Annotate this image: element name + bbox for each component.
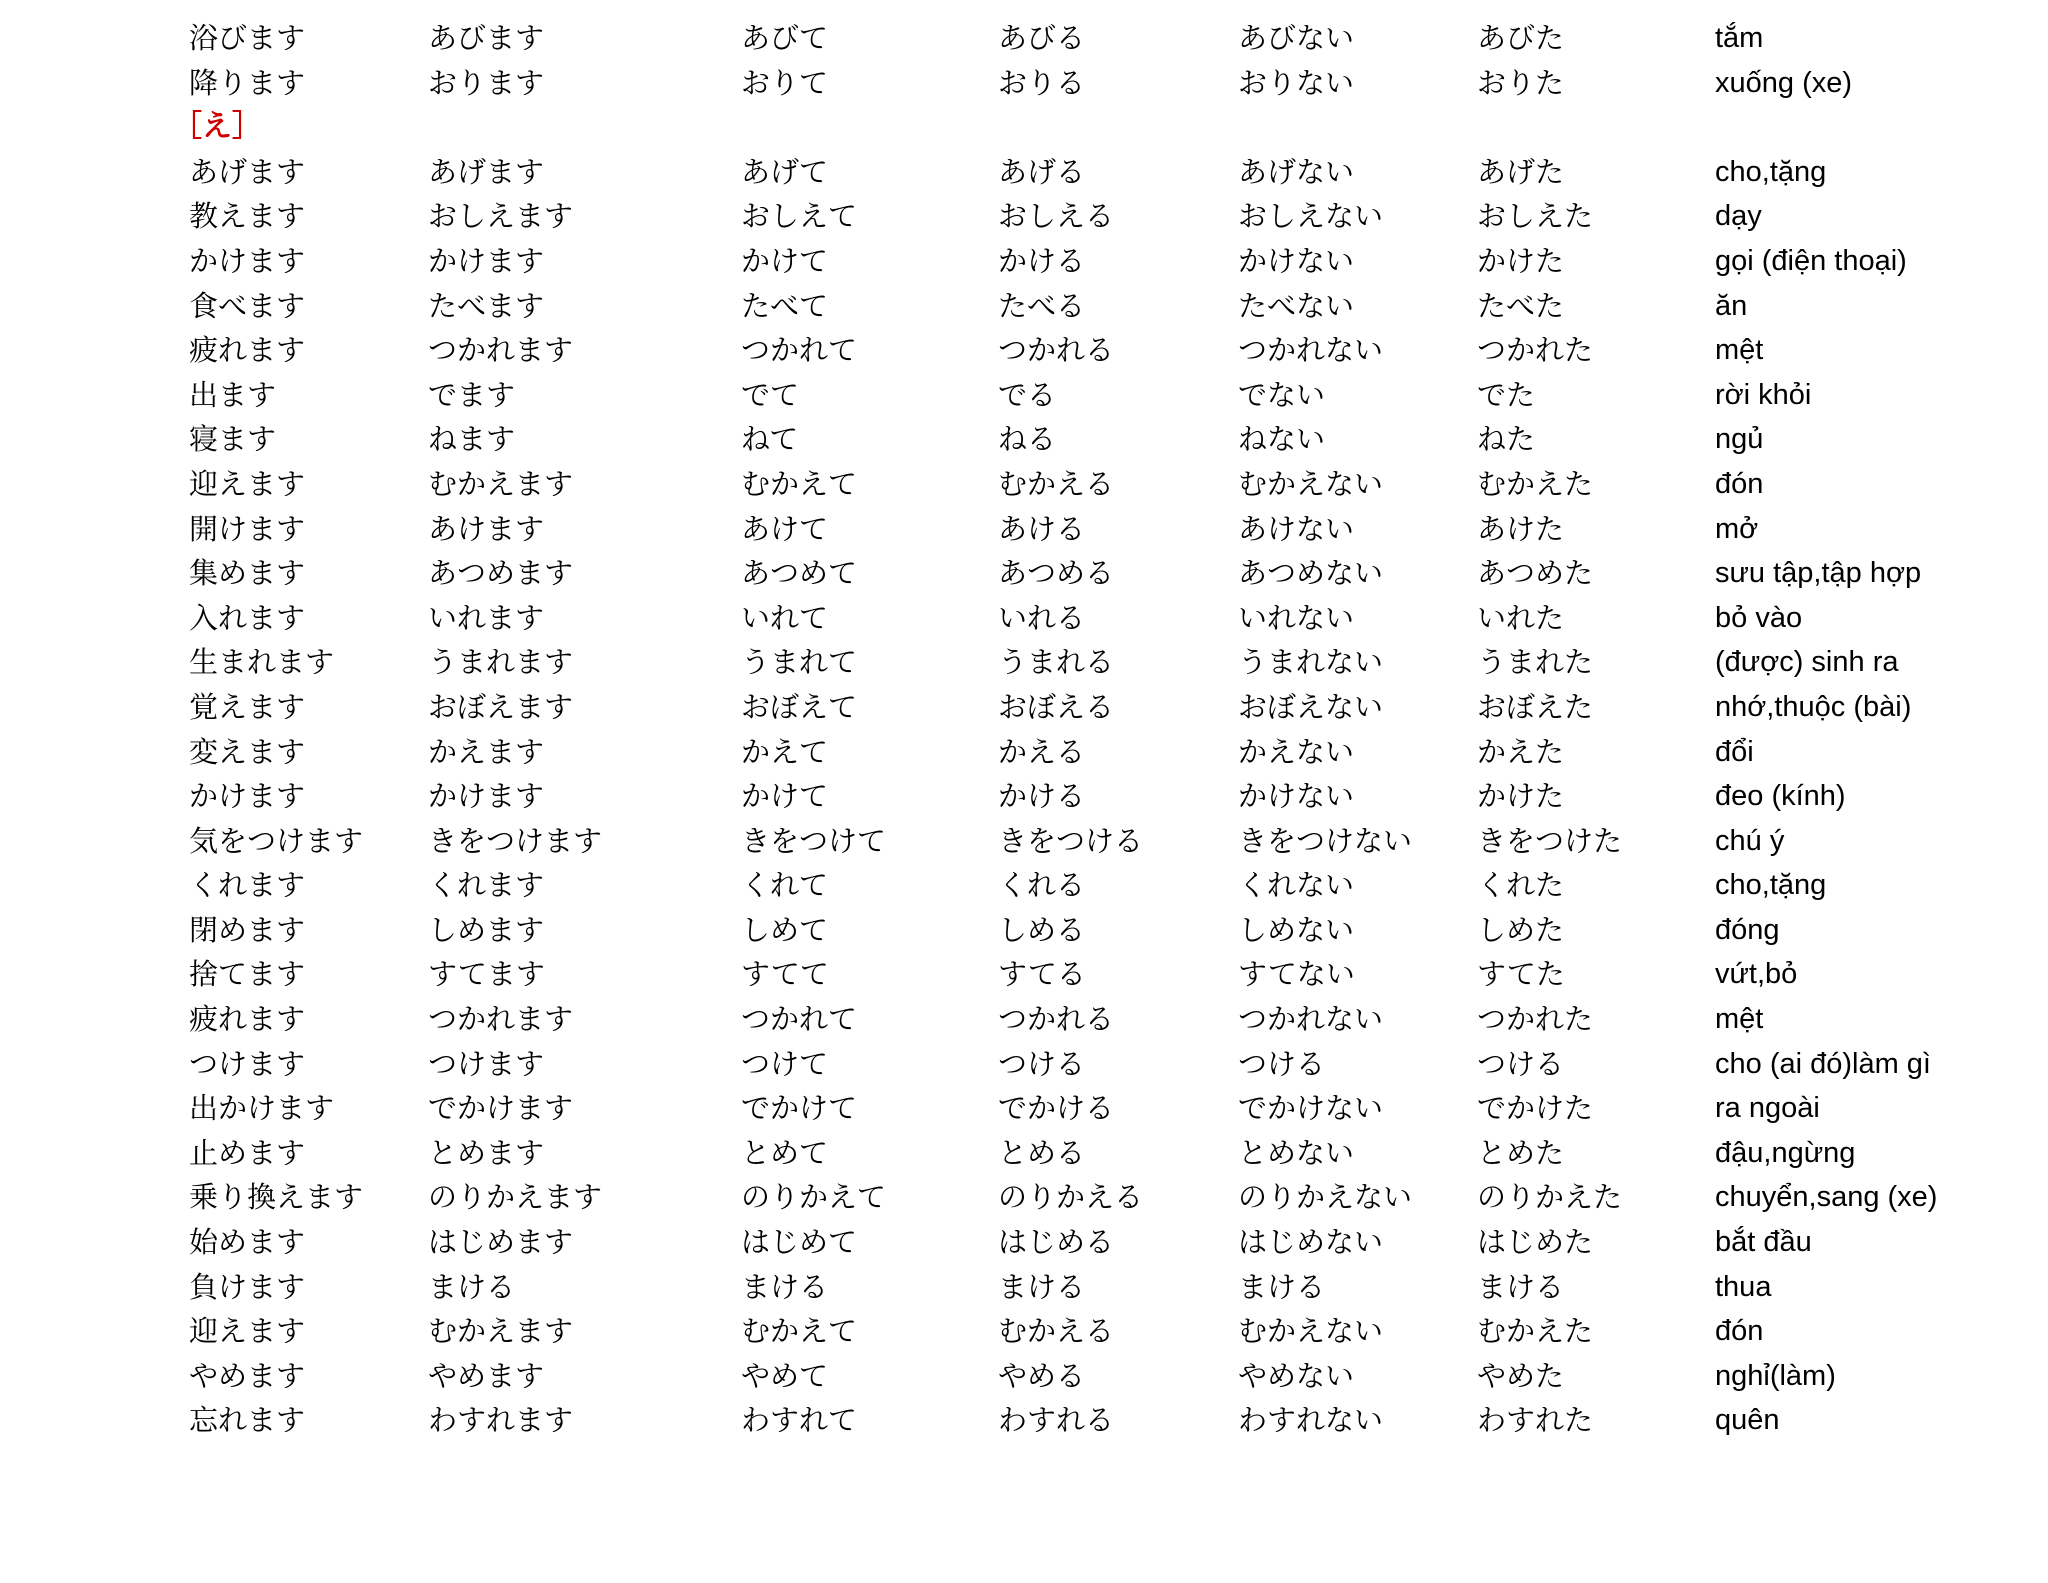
table-row (0, 373, 2048, 418)
nai-form-cell: とめない (1238, 1135, 1355, 1170)
ta-form-cell: まける (1477, 1269, 1565, 1304)
hiragana-masu-form-cell: おしえます (428, 199, 574, 234)
table-row (0, 239, 2048, 284)
nai-form-cell: でない (1238, 377, 1326, 412)
ta-form-cell: むかえた (1477, 466, 1594, 501)
table-row (0, 1309, 2048, 1354)
hiragana-masu-form-cell: やめます (428, 1358, 545, 1393)
ta-form-cell: むかえた (1477, 1314, 1594, 1349)
vietnamese-meaning-cell: cho (ai đó)làm gì (1715, 1047, 1931, 1080)
nai-form-cell: うまれない (1238, 645, 1384, 680)
hiragana-masu-form-cell: のりかえます (428, 1180, 603, 1215)
dictionary-form-cell: ねる (998, 422, 1057, 457)
table-row (0, 1042, 2048, 1087)
te-form-cell: いれて (741, 600, 829, 635)
vietnamese-meaning-cell: cho,tặng (1715, 869, 1827, 902)
te-form-cell: でかけて (741, 1091, 858, 1126)
te-form-cell: あげて (741, 154, 829, 189)
ta-form-cell: つける (1477, 1046, 1565, 1081)
vietnamese-meaning-cell: (được) sinh ra (1715, 646, 1899, 679)
table-row (0, 997, 2048, 1042)
kanji-masu-form-cell: 気をつけます (189, 823, 364, 858)
kanji-masu-form-cell: 負けます (189, 1269, 306, 1304)
te-form-cell: たべて (741, 288, 829, 323)
vietnamese-meaning-cell: mở (1715, 512, 1759, 545)
dictionary-form-cell: すてる (998, 957, 1086, 992)
rows-e-section (0, 150, 2048, 1443)
hiragana-masu-form-cell: とめます (428, 1135, 545, 1170)
nai-form-cell: あつめない (1238, 556, 1384, 591)
dictionary-form-cell: たべる (998, 288, 1086, 323)
vietnamese-meaning-cell: chú ý (1715, 824, 1785, 857)
dictionary-form-cell: きをつける (998, 823, 1144, 858)
nai-form-cell: でかけない (1238, 1091, 1384, 1126)
table-row (0, 685, 2048, 730)
vietnamese-meaning-cell: tắm (1715, 22, 1764, 54)
hiragana-masu-form-cell: あつめます (428, 556, 574, 591)
ta-form-cell: はじめた (1477, 1225, 1594, 1260)
table-row (0, 462, 2048, 507)
kanji-masu-form-cell: やめます (189, 1358, 306, 1393)
ta-form-cell: たべた (1477, 288, 1565, 323)
table-row (0, 863, 2048, 908)
table-row (0, 1398, 2048, 1443)
vietnamese-meaning-cell: gọi (điện thoại) (1715, 244, 1907, 277)
ta-form-cell: わすれた (1477, 1403, 1594, 1438)
ta-form-cell: あびた (1477, 21, 1565, 55)
dictionary-form-cell: いれる (998, 600, 1086, 635)
kanji-masu-form-cell: かけます (189, 243, 306, 278)
kanji-masu-form-cell: 浴びます (189, 21, 306, 55)
ta-form-cell: でた (1477, 377, 1536, 412)
kanji-masu-form-cell: 疲れます (189, 333, 306, 368)
hiragana-masu-form-cell: むかえます (428, 466, 574, 501)
dictionary-form-cell: おしえる (998, 199, 1115, 234)
ta-form-cell: くれた (1477, 868, 1565, 903)
dictionary-form-cell: あつめる (998, 556, 1115, 591)
hiragana-masu-form-cell: つけます (428, 1046, 545, 1081)
kanji-masu-form-cell: 開けます (189, 511, 306, 546)
te-form-cell: わすれて (741, 1403, 858, 1438)
ta-form-cell: ねた (1477, 422, 1536, 457)
te-form-cell: かけて (741, 243, 829, 278)
hiragana-masu-form-cell: あけます (428, 511, 545, 546)
vietnamese-meaning-cell: ăn (1715, 289, 1748, 322)
kanji-masu-form-cell: 始めます (189, 1225, 306, 1260)
vietnamese-meaning-cell: đổi (1715, 735, 1754, 768)
te-form-cell: つけて (741, 1046, 829, 1081)
vietnamese-meaning-cell: sưu tập,tập hợp (1715, 557, 1922, 590)
te-form-cell: でて (741, 377, 800, 412)
dictionary-form-cell: でる (998, 377, 1057, 412)
kanji-masu-form-cell: 食べます (189, 288, 306, 323)
te-form-cell: ねて (741, 422, 799, 457)
te-form-cell: あけて (741, 511, 829, 546)
vietnamese-meaning-cell: ngủ (1715, 423, 1764, 456)
table-row (0, 730, 2048, 775)
hiragana-masu-form-cell: あげます (428, 154, 545, 189)
table-row (0, 774, 2048, 819)
hiragana-masu-form-cell: たべます (428, 288, 545, 323)
kanji-masu-form-cell: 疲れます (189, 1002, 306, 1037)
vietnamese-meaning-cell: đóng (1715, 913, 1780, 946)
table-row (0, 16, 2048, 61)
dictionary-form-cell: おりる (998, 65, 1086, 100)
dictionary-form-cell: つかれる (998, 1002, 1115, 1037)
ta-form-cell: かえた (1477, 734, 1565, 769)
te-form-cell: むかえて (741, 1314, 858, 1349)
nai-form-cell: かけない (1238, 779, 1355, 814)
hiragana-masu-form-cell: でかけます (428, 1091, 574, 1126)
te-form-cell: きをつけて (741, 823, 887, 858)
hiragana-masu-form-cell: つかれます (428, 333, 574, 368)
hiragana-masu-form-cell: しめます (428, 912, 545, 947)
table-row (0, 1086, 2048, 1131)
ta-form-cell: かけた (1477, 779, 1565, 814)
te-form-cell: おぼえて (741, 689, 858, 724)
vietnamese-meaning-cell: nghỉ(làm) (1715, 1359, 1836, 1392)
nai-form-cell: しめない (1238, 912, 1355, 947)
hiragana-masu-form-cell: あびます (428, 21, 545, 55)
vietnamese-meaning-cell: đón (1715, 467, 1764, 500)
vietnamese-meaning-cell: quên (1715, 1404, 1780, 1437)
table-row (0, 284, 2048, 329)
hiragana-masu-form-cell: まける (428, 1269, 516, 1304)
vietnamese-meaning-cell: bắt đầu (1715, 1226, 1812, 1259)
nai-form-cell: かえない (1238, 734, 1355, 769)
te-form-cell: はじめて (741, 1225, 858, 1260)
vietnamese-meaning-cell: bỏ vào (1715, 601, 1803, 634)
nai-form-cell: あびない (1238, 21, 1355, 55)
dictionary-form-cell: くれる (998, 868, 1086, 903)
hiragana-masu-form-cell: でます (428, 377, 516, 412)
kanji-masu-form-cell: くれます (189, 868, 306, 903)
vietnamese-meaning-cell: dạy (1715, 200, 1762, 233)
dictionary-form-cell: まける (998, 1269, 1086, 1304)
nai-form-cell: くれない (1238, 868, 1355, 903)
nai-form-cell: むかえない (1238, 1314, 1384, 1349)
te-form-cell: かえて (741, 734, 829, 769)
table-row (0, 194, 2048, 239)
table-row (0, 819, 2048, 864)
nai-form-cell: おりない (1238, 65, 1355, 100)
nai-form-cell: かけない (1238, 243, 1355, 278)
vietnamese-meaning-cell: xuống (xe) (1715, 66, 1853, 99)
ta-form-cell: しめた (1477, 912, 1565, 947)
te-form-cell: つかれて (741, 333, 858, 368)
table-row (0, 1131, 2048, 1176)
nai-form-cell: はじめない (1238, 1225, 1384, 1260)
dictionary-form-cell: うまれる (998, 645, 1115, 680)
table-row (0, 1265, 2048, 1310)
dictionary-form-cell: むかえる (998, 1314, 1115, 1349)
te-form-cell: しめて (741, 912, 829, 947)
kanji-masu-form-cell: 捨てます (189, 957, 306, 992)
ta-form-cell: つかれた (1477, 333, 1594, 368)
te-form-cell: やめて (741, 1358, 829, 1393)
kanji-masu-form-cell: 教えます (189, 199, 306, 234)
kanji-masu-form-cell: つけます (189, 1046, 306, 1081)
dictionary-form-cell: あける (998, 511, 1086, 546)
vietnamese-meaning-cell: thua (1715, 1270, 1772, 1303)
dictionary-form-cell: あびる (998, 21, 1086, 55)
nai-form-cell: まける (1238, 1269, 1326, 1304)
hiragana-masu-form-cell: むかえます (428, 1314, 574, 1349)
te-form-cell: あびて (741, 21, 829, 55)
dictionary-form-cell: おぼえる (998, 689, 1115, 724)
dictionary-form-cell: はじめる (998, 1225, 1115, 1260)
nai-form-cell: たべない (1238, 288, 1355, 323)
vietnamese-meaning-cell: vứt,bỏ (1715, 958, 1798, 991)
table-row (0, 596, 2048, 641)
te-form-cell: くれて (741, 868, 829, 903)
table-row (0, 640, 2048, 685)
kanji-masu-form-cell: 降ります (189, 65, 306, 100)
kanji-masu-form-cell: 変えます (189, 734, 306, 769)
table-row (0, 551, 2048, 596)
ta-form-cell: おりた (1477, 65, 1565, 100)
dictionary-form-cell: やめる (998, 1358, 1086, 1393)
kanji-masu-form-cell: 出かけます (189, 1091, 335, 1126)
te-form-cell: あつめて (741, 556, 858, 591)
nai-form-cell: おぼえない (1238, 689, 1384, 724)
ta-form-cell: のりかえた (1477, 1180, 1623, 1215)
kanji-masu-form-cell: 入れます (189, 600, 306, 635)
dictionary-form-cell: しめる (998, 912, 1086, 947)
hiragana-masu-form-cell: すてます (428, 957, 545, 992)
nai-form-cell: わすれない (1238, 1403, 1384, 1438)
hiragana-masu-form-cell: かけます (428, 243, 545, 278)
verb-conjugation-table (0, 16, 2048, 1443)
te-form-cell: つかれて (741, 1002, 858, 1037)
nai-form-cell: ねない (1238, 422, 1326, 457)
dictionary-form-cell: でかける (998, 1091, 1115, 1126)
ta-form-cell: あつめた (1477, 556, 1594, 591)
vietnamese-meaning-cell: mệt (1715, 334, 1764, 367)
te-form-cell: うまれて (741, 645, 858, 680)
kanji-masu-form-cell: 迎えます (189, 1314, 306, 1349)
vietnamese-meaning-cell: ra ngoài (1715, 1092, 1820, 1125)
vietnamese-meaning-cell: chuyển,sang (xe) (1715, 1181, 1938, 1214)
kanji-masu-form-cell: 寝ます (189, 422, 277, 457)
kanji-masu-form-cell: 乗り換えます (189, 1180, 364, 1215)
ta-form-cell: あげた (1477, 154, 1565, 189)
dictionary-form-cell: かえる (998, 734, 1086, 769)
kanji-masu-form-cell: 迎えます (189, 466, 306, 501)
hiragana-masu-form-cell: ねます (428, 422, 516, 457)
rows-before-section (0, 16, 2048, 105)
te-form-cell: おしえて (741, 199, 858, 234)
dictionary-form-cell: むかえる (998, 466, 1115, 501)
ta-form-cell: つかれた (1477, 1002, 1594, 1037)
te-form-cell: とめて (741, 1135, 829, 1170)
vietnamese-meaning-cell: đón (1715, 1315, 1764, 1348)
ta-form-cell: おしえた (1477, 199, 1594, 234)
hiragana-masu-form-cell: はじめます (428, 1225, 574, 1260)
vietnamese-meaning-cell: mệt (1715, 1003, 1764, 1036)
table-row (0, 1354, 2048, 1399)
ta-form-cell: あけた (1477, 511, 1565, 546)
ta-form-cell: きをつけた (1477, 823, 1623, 858)
dictionary-form-cell: わすれる (998, 1403, 1115, 1438)
vietnamese-meaning-cell: đậu,ngừng (1715, 1136, 1856, 1169)
te-form-cell: かけて (741, 779, 829, 814)
kanji-masu-form-cell: 忘れます (189, 1403, 306, 1438)
vietnamese-meaning-cell: nhớ,thuộc (bài) (1715, 690, 1912, 723)
kanji-masu-form-cell: 生まれます (189, 645, 335, 680)
hiragana-masu-form-cell: きをつけます (428, 823, 603, 858)
kanji-masu-form-cell: 集めます (189, 556, 306, 591)
kanji-masu-form-cell: 止めます (189, 1135, 306, 1170)
hiragana-masu-form-cell: おります (428, 65, 545, 100)
table-row (0, 150, 2048, 195)
vietnamese-meaning-cell: rời khỏi (1715, 378, 1812, 411)
nai-form-cell: のりかえない (1238, 1180, 1413, 1215)
ta-form-cell: いれた (1477, 600, 1565, 635)
nai-form-cell: つかれない (1238, 333, 1384, 368)
nai-form-cell: つかれない (1238, 1002, 1384, 1037)
section-header-e: ［え］ (172, 109, 262, 145)
kanji-masu-form-cell: 覚えます (189, 689, 306, 724)
table-row (0, 908, 2048, 953)
ta-form-cell: やめた (1477, 1358, 1565, 1393)
kanji-masu-form-cell: 出ます (189, 377, 277, 412)
nai-form-cell: すてない (1238, 957, 1355, 992)
vietnamese-meaning-cell: cho,tặng (1715, 155, 1827, 188)
hiragana-masu-form-cell: うまれます (428, 645, 574, 680)
te-form-cell: すてて (741, 957, 829, 992)
dictionary-form-cell: あげる (998, 154, 1086, 189)
nai-form-cell: おしえない (1238, 199, 1384, 234)
dictionary-form-cell: かける (998, 779, 1086, 814)
table-row (0, 61, 2048, 106)
nai-form-cell: あげない (1238, 154, 1355, 189)
nai-form-cell: きをつけない (1238, 823, 1413, 858)
hiragana-masu-form-cell: わすれます (428, 1403, 574, 1438)
hiragana-masu-form-cell: おぼえます (428, 689, 574, 724)
te-form-cell: のりかえて (741, 1180, 887, 1215)
kanji-masu-form-cell: あげます (189, 154, 306, 189)
table-row (0, 417, 2048, 462)
hiragana-masu-form-cell: いれます (428, 600, 545, 635)
hiragana-masu-form-cell: つかれます (428, 1002, 574, 1037)
ta-form-cell: おぼえた (1477, 689, 1594, 724)
nai-form-cell: むかえない (1238, 466, 1384, 501)
kanji-masu-form-cell: 閉めます (189, 912, 306, 947)
dictionary-form-cell: つける (998, 1046, 1086, 1081)
section-header-row (0, 105, 2048, 150)
table-row (0, 328, 2048, 373)
nai-form-cell: つける (1238, 1046, 1326, 1081)
te-form-cell: まける (741, 1269, 829, 1304)
table-row (0, 952, 2048, 997)
hiragana-masu-form-cell: かえます (428, 734, 545, 769)
dictionary-form-cell: かける (998, 243, 1086, 278)
nai-form-cell: やめない (1238, 1358, 1355, 1393)
ta-form-cell: すてた (1477, 957, 1565, 992)
vietnamese-meaning-cell: đeo (kính) (1715, 780, 1846, 813)
ta-form-cell: かけた (1477, 243, 1565, 278)
ta-form-cell: うまれた (1477, 645, 1594, 680)
nai-form-cell: あけない (1238, 511, 1355, 546)
kanji-masu-form-cell: かけます (189, 779, 306, 814)
table-row (0, 1175, 2048, 1220)
hiragana-masu-form-cell: かけます (428, 779, 545, 814)
dictionary-form-cell: のりかえる (998, 1180, 1144, 1215)
ta-form-cell: でかけた (1477, 1091, 1594, 1126)
te-form-cell: おりて (741, 65, 829, 100)
dictionary-form-cell: つかれる (998, 333, 1115, 368)
table-row (0, 507, 2048, 552)
te-form-cell: むかえて (741, 466, 858, 501)
table-row (0, 1220, 2048, 1265)
ta-form-cell: とめた (1477, 1135, 1565, 1170)
nai-form-cell: いれない (1238, 600, 1355, 635)
dictionary-form-cell: とめる (998, 1135, 1086, 1170)
hiragana-masu-form-cell: くれます (428, 868, 545, 903)
